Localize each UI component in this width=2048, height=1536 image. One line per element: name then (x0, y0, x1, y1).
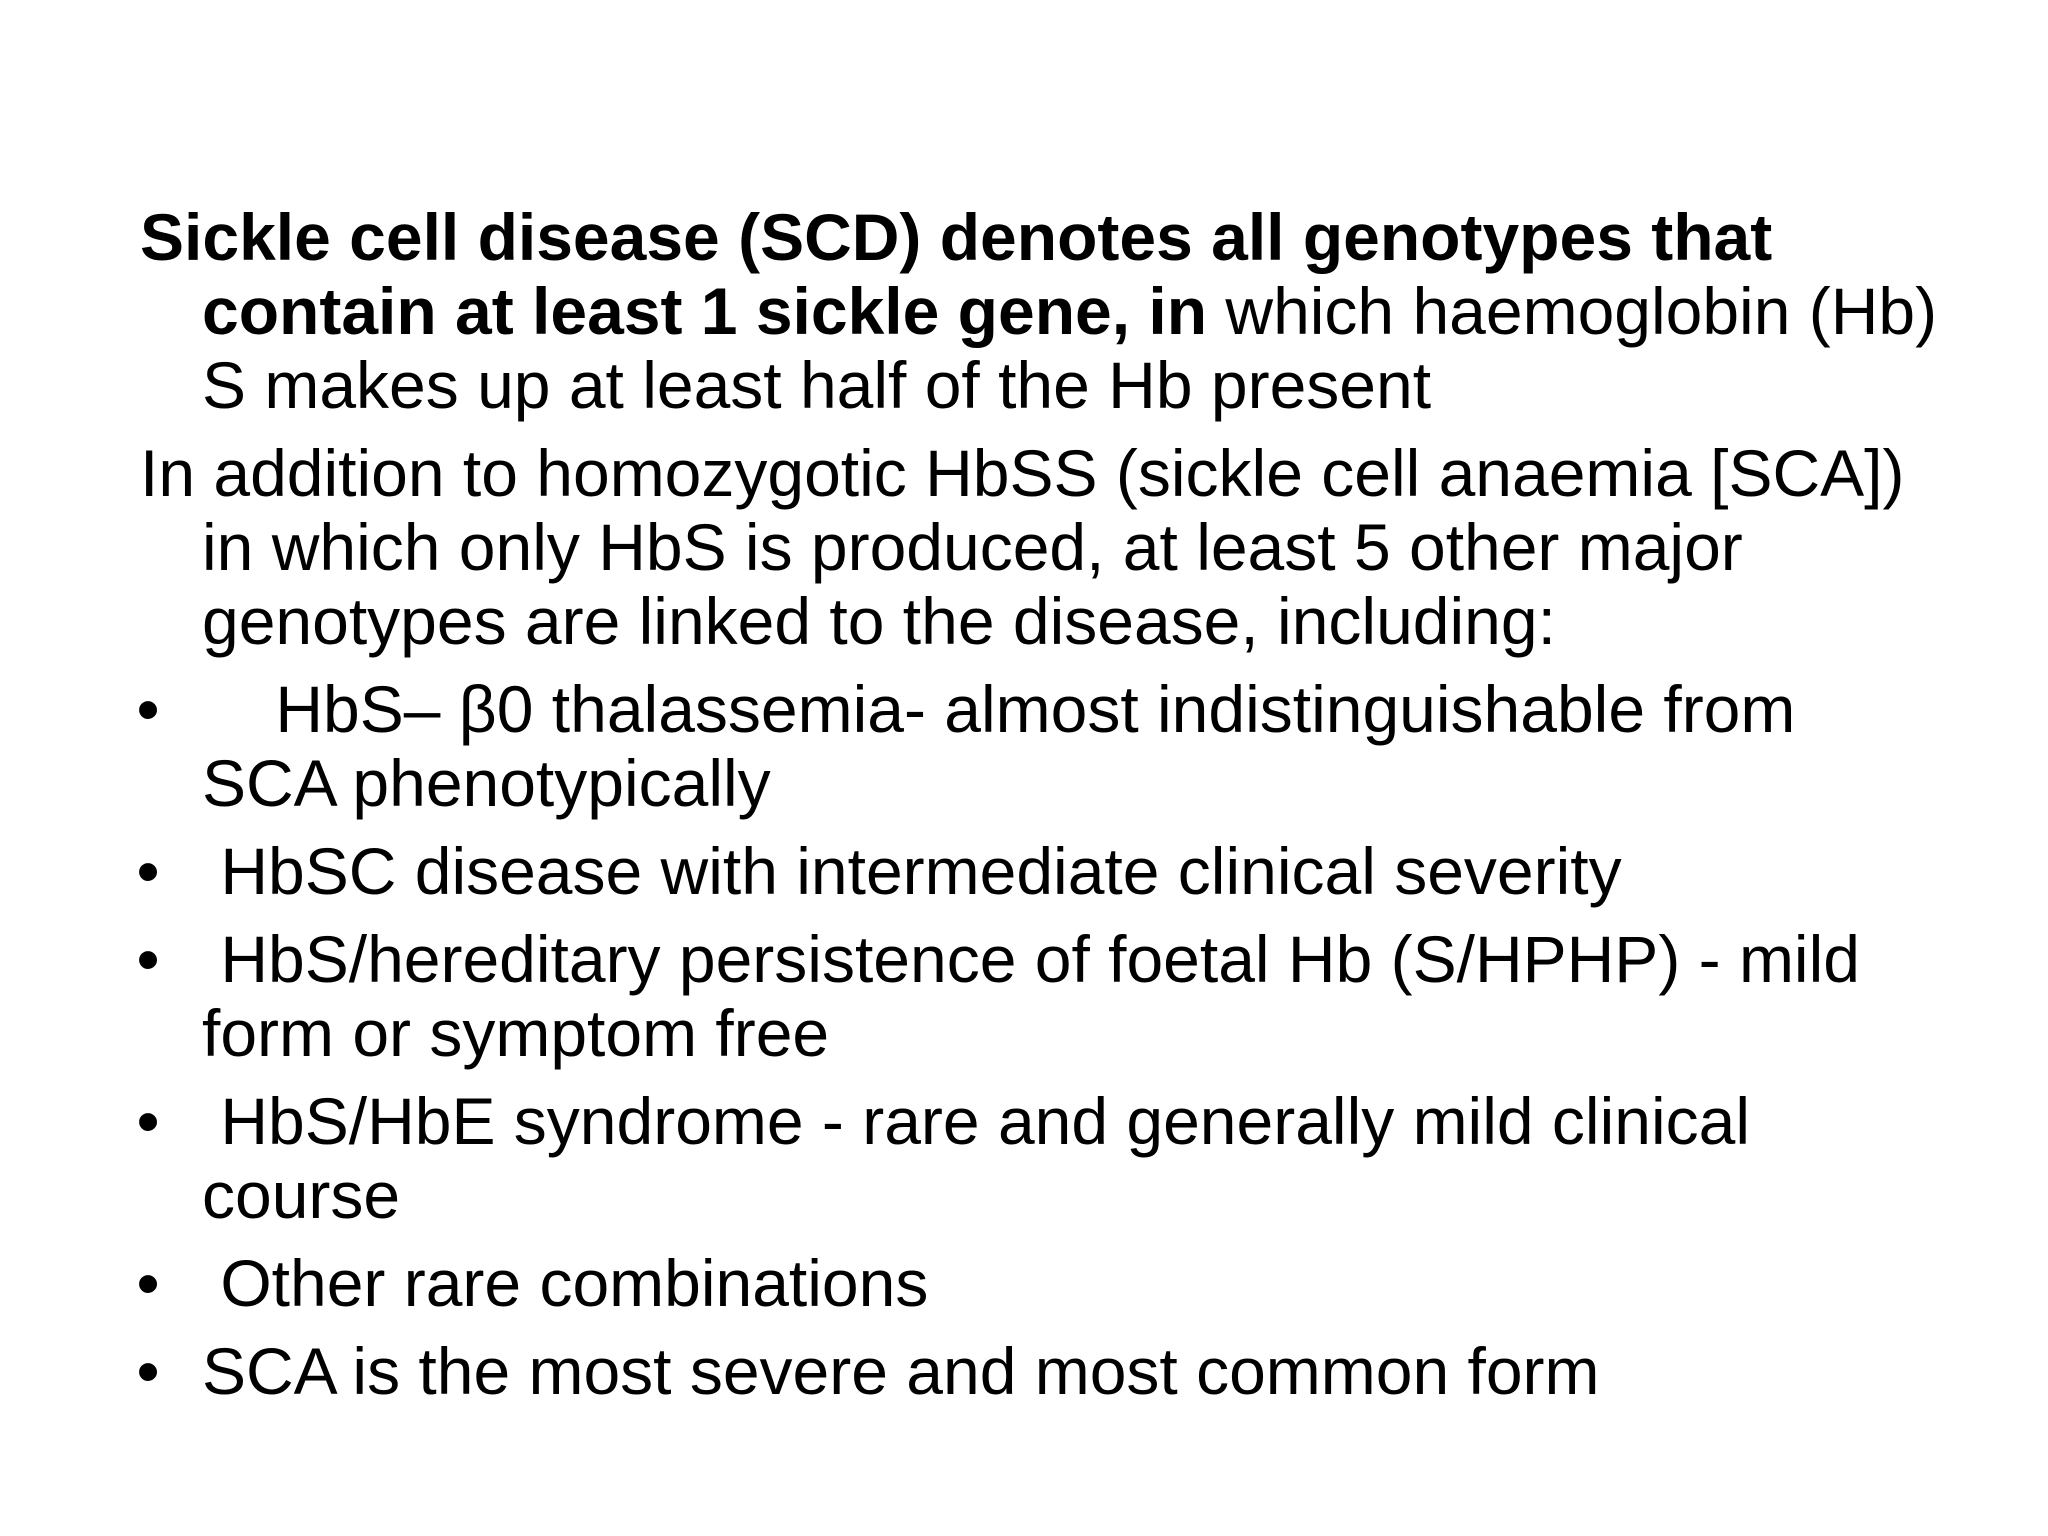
list-item (136, 922, 1940, 1070)
list-item (136, 1246, 1940, 1320)
bullet-icon: • (136, 672, 160, 746)
paragraph-genotypes-intro: In addition to homozygotic HbSS (sickle cell anaemia [SCA]) in which only HbS is produced, at least 5 other major genotypes are linked to the disease, including: (140, 436, 1905, 658)
bullet-icon: • (136, 1246, 160, 1320)
list-item-text: HbS/hereditary persistence of foetal Hb (S/HPHP) - mild form or symptom free (202, 922, 1879, 1070)
list-item (136, 834, 1940, 908)
list-item-text: SCA is the most severe and most common form (202, 1334, 1600, 1408)
bullet-icon: • (136, 922, 160, 996)
genotype-list (136, 672, 1940, 1408)
list-item (136, 1334, 1940, 1408)
list-item-text: HbSC disease with intermediate clinical severity (202, 834, 1622, 908)
list-item-text: HbS/HbE syndrome - rare and generally mild clinical course (202, 1084, 1769, 1232)
list-item (136, 672, 1940, 820)
bullet-icon: • (136, 834, 160, 908)
list-item-text: Other rare combinations (202, 1246, 929, 1320)
bullet-icon: • (136, 1084, 160, 1158)
paragraph-normal-text: which haemoglobin (Hb) S makes up at least half of the Hb present (202, 274, 1938, 422)
paragraph-scd-definition (140, 200, 1940, 422)
slide-body (136, 200, 1940, 1422)
list-item (136, 1084, 1940, 1232)
paragraph-bold-text: Sickle cell disease (SCD) denotes all genotypes that contain at least 1 sickle gene, in (140, 200, 1773, 348)
list-item-text: HbS– β0 thalassemia- almost indistinguishable from SCA phenotypically (202, 672, 1814, 820)
bullet-icon: • (136, 1334, 160, 1408)
